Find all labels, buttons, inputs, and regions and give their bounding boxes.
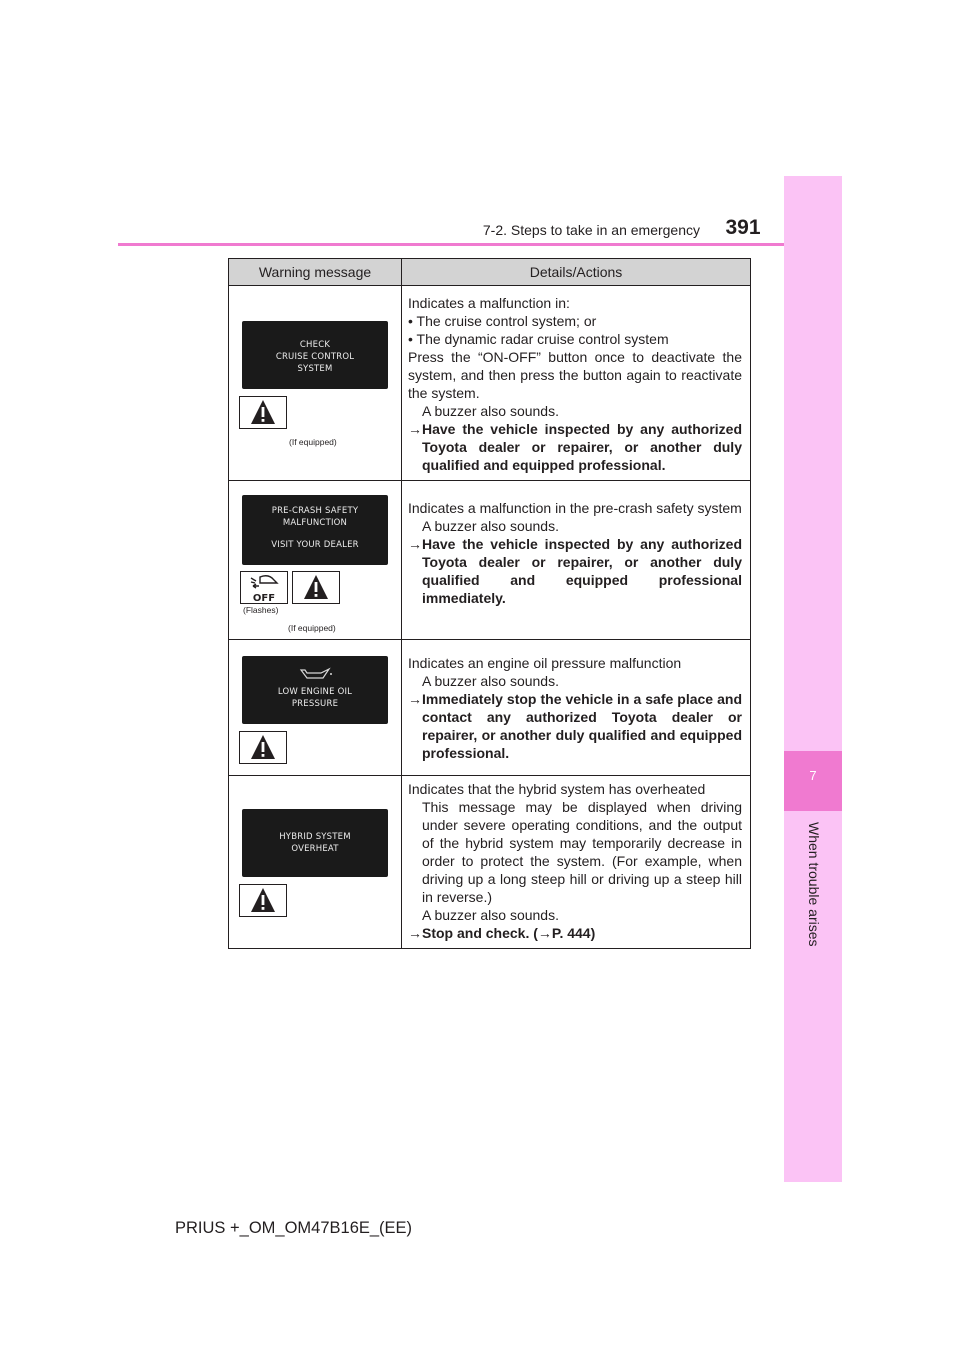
display-line: CRUISE CONTROL bbox=[275, 352, 355, 362]
table-header-row bbox=[229, 259, 751, 286]
warning-message-table bbox=[228, 258, 751, 949]
action-text: Immediately stop the vehicle in a safe place and contact any authorized Toyota dealer or repairer, or another duly qualified and equipped professional. bbox=[422, 691, 742, 761]
arrow-icon: → bbox=[408, 536, 422, 552]
warning-triangle-icon bbox=[239, 396, 287, 429]
detail-line: • The dynamic radar cruise control system bbox=[408, 331, 669, 347]
flashes-note: (Flashes) bbox=[243, 605, 279, 615]
table-row bbox=[229, 286, 751, 481]
off-label: OFF bbox=[252, 593, 276, 603]
action-item bbox=[408, 924, 742, 942]
action-item bbox=[408, 690, 742, 762]
details-cell bbox=[402, 286, 751, 481]
display-line: CHECK bbox=[299, 340, 331, 350]
pre-crash-display bbox=[242, 495, 388, 565]
display-line: OVERHEAT bbox=[291, 844, 339, 854]
detail-line: Press the “ON-OFF” button once to deactivate the system, and then press the button again to reactivate the system. bbox=[408, 349, 742, 401]
warning-triangle-icon bbox=[292, 571, 340, 604]
overheat-note: This message may be displayed when driving under severe operating conditions, and the output of the hybrid system may temporarily decrease in order to protect the system. (For example, when driving up a long steep hill or driving up a steep hill in reverse.) bbox=[422, 799, 742, 905]
warning-triangle-icon bbox=[239, 884, 287, 917]
arrow-icon: → bbox=[408, 421, 422, 437]
warning-triangle-icon bbox=[239, 731, 287, 764]
action-text-end: ) bbox=[590, 925, 596, 941]
hybrid-overheat-display bbox=[242, 809, 388, 877]
table-row bbox=[229, 481, 751, 640]
warning-image-cell bbox=[229, 640, 402, 776]
action-item bbox=[408, 420, 742, 474]
action-text: Stop and check. ( bbox=[422, 925, 538, 941]
warning-image-cell bbox=[229, 481, 402, 640]
table-row bbox=[229, 640, 751, 776]
document-footer: PRIUS +_OM_OM47B16E_(EE) bbox=[175, 1219, 413, 1237]
action-item bbox=[408, 535, 742, 607]
if-equipped-note: (If equipped) bbox=[289, 437, 337, 447]
details-cell bbox=[402, 481, 751, 640]
low-oil-display bbox=[242, 656, 388, 724]
page-reference-link[interactable]: P. 444 bbox=[551, 925, 591, 941]
arrow-icon: → bbox=[408, 925, 422, 941]
chapter-number: 7 bbox=[809, 768, 817, 783]
detail-line: Indicates a malfunction in the pre-crash safety system bbox=[408, 500, 742, 516]
display-line: LOW ENGINE OIL bbox=[277, 687, 353, 697]
display-line: SYSTEM bbox=[297, 364, 333, 374]
display-line: PRE-CRASH SAFETY bbox=[271, 506, 359, 516]
buzzer-note: A buzzer also sounds. bbox=[422, 907, 559, 923]
details-cell bbox=[402, 640, 751, 776]
page-number: 391 bbox=[725, 216, 761, 239]
details-cell bbox=[402, 776, 751, 949]
pre-crash-off-icon bbox=[240, 571, 288, 604]
action-text: Have the vehicle inspected by any authorized Toyota dealer or repairer, or another duly qualified and equipped professional. bbox=[422, 421, 742, 473]
cruise-control-display bbox=[242, 321, 388, 389]
display-line: HYBRID SYSTEM bbox=[279, 832, 351, 842]
chapter-title: When trouble arises bbox=[806, 822, 822, 947]
warning-image-cell bbox=[229, 286, 402, 481]
table-row bbox=[229, 776, 751, 949]
detail-line: Indicates that the hybrid system has overheated bbox=[408, 781, 706, 797]
section-title: 7-2. Steps to take in an emergency bbox=[482, 222, 700, 238]
oil-can-icon bbox=[298, 664, 334, 680]
chapter-tab bbox=[784, 176, 842, 1182]
detail-line: • The cruise control system; or bbox=[408, 313, 597, 329]
display-line: VISIT YOUR DEALER bbox=[271, 540, 359, 550]
action-text: Have the vehicle inspected by any authorized Toyota dealer or repairer, or another duly qualified and equipped professional immediately. bbox=[422, 536, 742, 606]
header-rule bbox=[118, 243, 840, 246]
page-ref-arrow: → bbox=[537, 925, 552, 941]
buzzer-note: A buzzer also sounds. bbox=[422, 403, 559, 419]
column-header-warning: Warning message bbox=[229, 259, 402, 286]
display-line: MALFUNCTION bbox=[282, 518, 348, 528]
warning-image-cell bbox=[229, 776, 402, 949]
if-equipped-note: (If equipped) bbox=[288, 623, 336, 633]
detail-line: Indicates an engine oil pressure malfunction bbox=[408, 655, 682, 671]
column-header-details: Details/Actions bbox=[402, 259, 751, 286]
buzzer-note: A buzzer also sounds. bbox=[422, 518, 559, 534]
display-line: PRESSURE bbox=[291, 699, 339, 709]
arrow-icon: → bbox=[408, 691, 422, 707]
detail-line: Indicates a malfunction in: bbox=[408, 295, 570, 311]
buzzer-note: A buzzer also sounds. bbox=[422, 673, 559, 689]
